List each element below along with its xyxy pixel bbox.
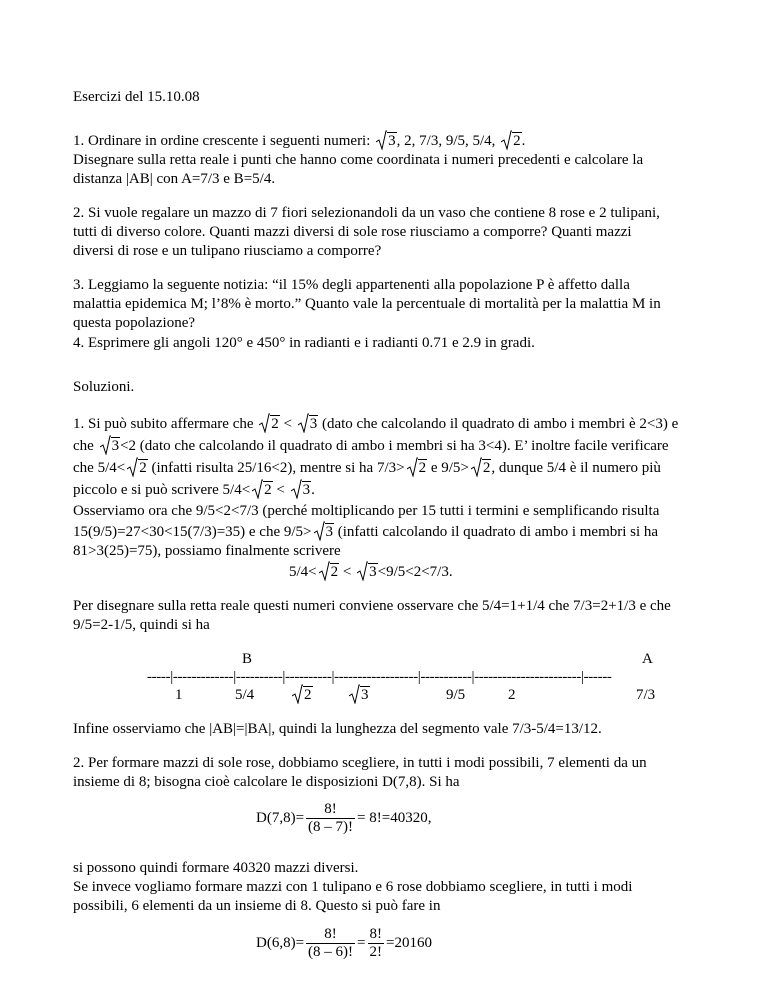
exercise-2-line-3: diversi di rose e un tulipano riusciamo a comporre? — [73, 243, 382, 259]
fraction: $\frac{8!}{(8 - 6)!}$ — [308, 926, 354, 960]
fraction: $\frac{8!}{(8 - 7)!}$ — [308, 801, 354, 835]
solution-2-line-4: Se invece vogliamo formare mazzi con 1 tulipano e 6 rose dobbiamo scegliere, in tutti i modi — [73, 879, 633, 895]
exercise-2-line-2: tutti di diverso colore. Quanti mazzi diversi di sole rose riusciamo a comporre? Quanti mazzi — [73, 224, 632, 240]
exercise-4-line-1: 4. Esprimere gli angoli 120° e 450° in radianti e i radianti 0.71 e 2.9 in gradi. — [73, 335, 535, 351]
sqrt-3: 3 — [357, 563, 378, 582]
sqrt-2: 2 — [501, 132, 522, 151]
tick-label-9-5: 9/5 — [446, 687, 466, 703]
solution-1-conclusion: Infine osserviamo che |AB|=|BA|, quindi la lunghezza del segmento vale 7/3-5/4=13/12. — [73, 721, 602, 737]
sqrt-2: 2 — [471, 459, 492, 478]
tick-label-5-4: 5/4 — [235, 687, 255, 703]
solution-1-line-9: Per disegnare sulla retta reale questi numeri conviene osservare che 5/4=1+1/4 che 7/3=2+1/3 e che — [73, 598, 671, 614]
solution-1-line-1: 1. Si può subito affermare che 2 < 3 (dato che calcolando il quadrato di ambo i membri è 2<3) e — [73, 416, 679, 432]
solutions-heading: Soluzioni. — [73, 379, 135, 395]
number-line-axis: -----|-------------|----------|----------|------------------|-----------|-----------------------|------ — [147, 669, 612, 685]
solution-1-ordering: 5/4< 2 < 3<9/5<2<7/3. — [289, 564, 453, 580]
tick-label-7-3: 7/3 — [636, 687, 656, 703]
solution-1-line-3: che 5/4< 2 (infatti risulta 25/16<2), mentre si ha 7/3> 2 e 9/5> 2, dunque 5/4 è il numero più — [73, 460, 661, 476]
tick-label-1: 1 — [175, 687, 183, 703]
solution-2-line-3: si possono quindi formare 40320 mazzi diversi. — [73, 860, 359, 876]
sqrt-3: 3 — [376, 132, 397, 151]
exercise-3-line-2: malattia epidemica M; l’8% è morto.” Quanto vale la percentuale di mortalità per la malattia M in — [73, 296, 661, 312]
number-line-label-b: B — [242, 651, 253, 667]
exercise-1-line-1: 1. Ordinare in ordine crescente i seguenti numeri: 3, 2, 7/3, 9/5, 5/4, 2. — [73, 133, 526, 149]
solution-2-line-1: 2. Per formare mazzi di sole rose, dobbiamo scegliere, in tutti i modi possibili, 7 elementi da un — [73, 755, 647, 771]
tick-label-sqrt-2 — [290, 686, 313, 705]
sqrt-2: 2 — [319, 563, 340, 582]
solution-1-line-10: 9/5=2-1/5, quindi si ha — [73, 617, 210, 633]
tick-label-sqrt-3 — [347, 686, 370, 705]
solution-1-line-6: 15(9/5)=27<30<15(7/3)=35) e che 9/5> 3 (infatti calcolando il quadrato di ambo i membri si ha — [73, 524, 659, 540]
sqrt-3: 3 — [314, 523, 335, 542]
solution-1-line-2: che 3<2 (dato che calcolando il quadrato di ambo i membri si ha 3<4). E’ inoltre facile verificare — [73, 438, 669, 454]
solution-1-line-7: 81>3(25)=75), possiamo finalmente scrivere — [73, 543, 341, 559]
formula-d-7-8: D(7,8)= $\frac{8!}{(8 - 7)!}$ = 8!=40320, — [256, 801, 432, 835]
solution-1-line-4: piccolo e si può scrivere 5/4< 2 < 3. — [73, 482, 315, 498]
sqrt-3: 3 — [349, 686, 370, 705]
sqrt-3: 3 — [291, 481, 312, 500]
exercise-1-line-3: distanza |AB| con A=7/3 e B=5/4. — [73, 171, 276, 187]
number-line-label-a: A — [642, 651, 653, 667]
solution-2-line-5: possibili, 6 elementi da un insieme di 8. Questo si può fare in — [73, 898, 441, 914]
tick-label-2: 2 — [508, 687, 516, 703]
sqrt-2: 2 — [292, 686, 313, 705]
exercise-3-line-1: 3. Leggiamo la seguente notizia: “il 15% degli appartenenti alla popolazione P è affetto dalla — [73, 277, 630, 293]
exercise-2-line-1: 2. Si vuole regalare un mazzo di 7 fiori selezionandoli da un vaso che contiene 8 rose e 2 tulipani, — [73, 205, 660, 221]
exercise-3-line-3: questa popolazione? — [73, 315, 196, 331]
solution-2-line-2: insieme di 8; bisogna cioè calcolare le disposizioni D(7,8). Si ha — [73, 774, 460, 790]
sqrt-3: 3 — [298, 415, 319, 434]
sqrt-2: 2 — [252, 481, 273, 500]
sqrt-3: 3 — [100, 437, 121, 456]
solution-1-line-5: Osserviamo ora che 9/5<2<7/3 (perché moltiplicando per 15 tutti i termini e semplificando risulta — [73, 503, 660, 519]
sqrt-2: 2 — [127, 459, 148, 478]
sqrt-2: 2 — [407, 459, 428, 478]
formula-d-6-8: D(6,8)= $\frac{8!}{(8 - 6)!}$ = $\frac{8!}{2!}$ =20160 — [256, 926, 432, 960]
exercise-1-line-2: Disegnare sulla retta reale i punti che hanno come coordinata i numeri precedenti e calcolare la — [73, 152, 644, 168]
sqrt-2: 2 — [259, 415, 280, 434]
page-title: Esercizi del 15.10.08 — [73, 89, 200, 105]
fraction: $\frac{8!}{2!}$ — [369, 926, 383, 960]
